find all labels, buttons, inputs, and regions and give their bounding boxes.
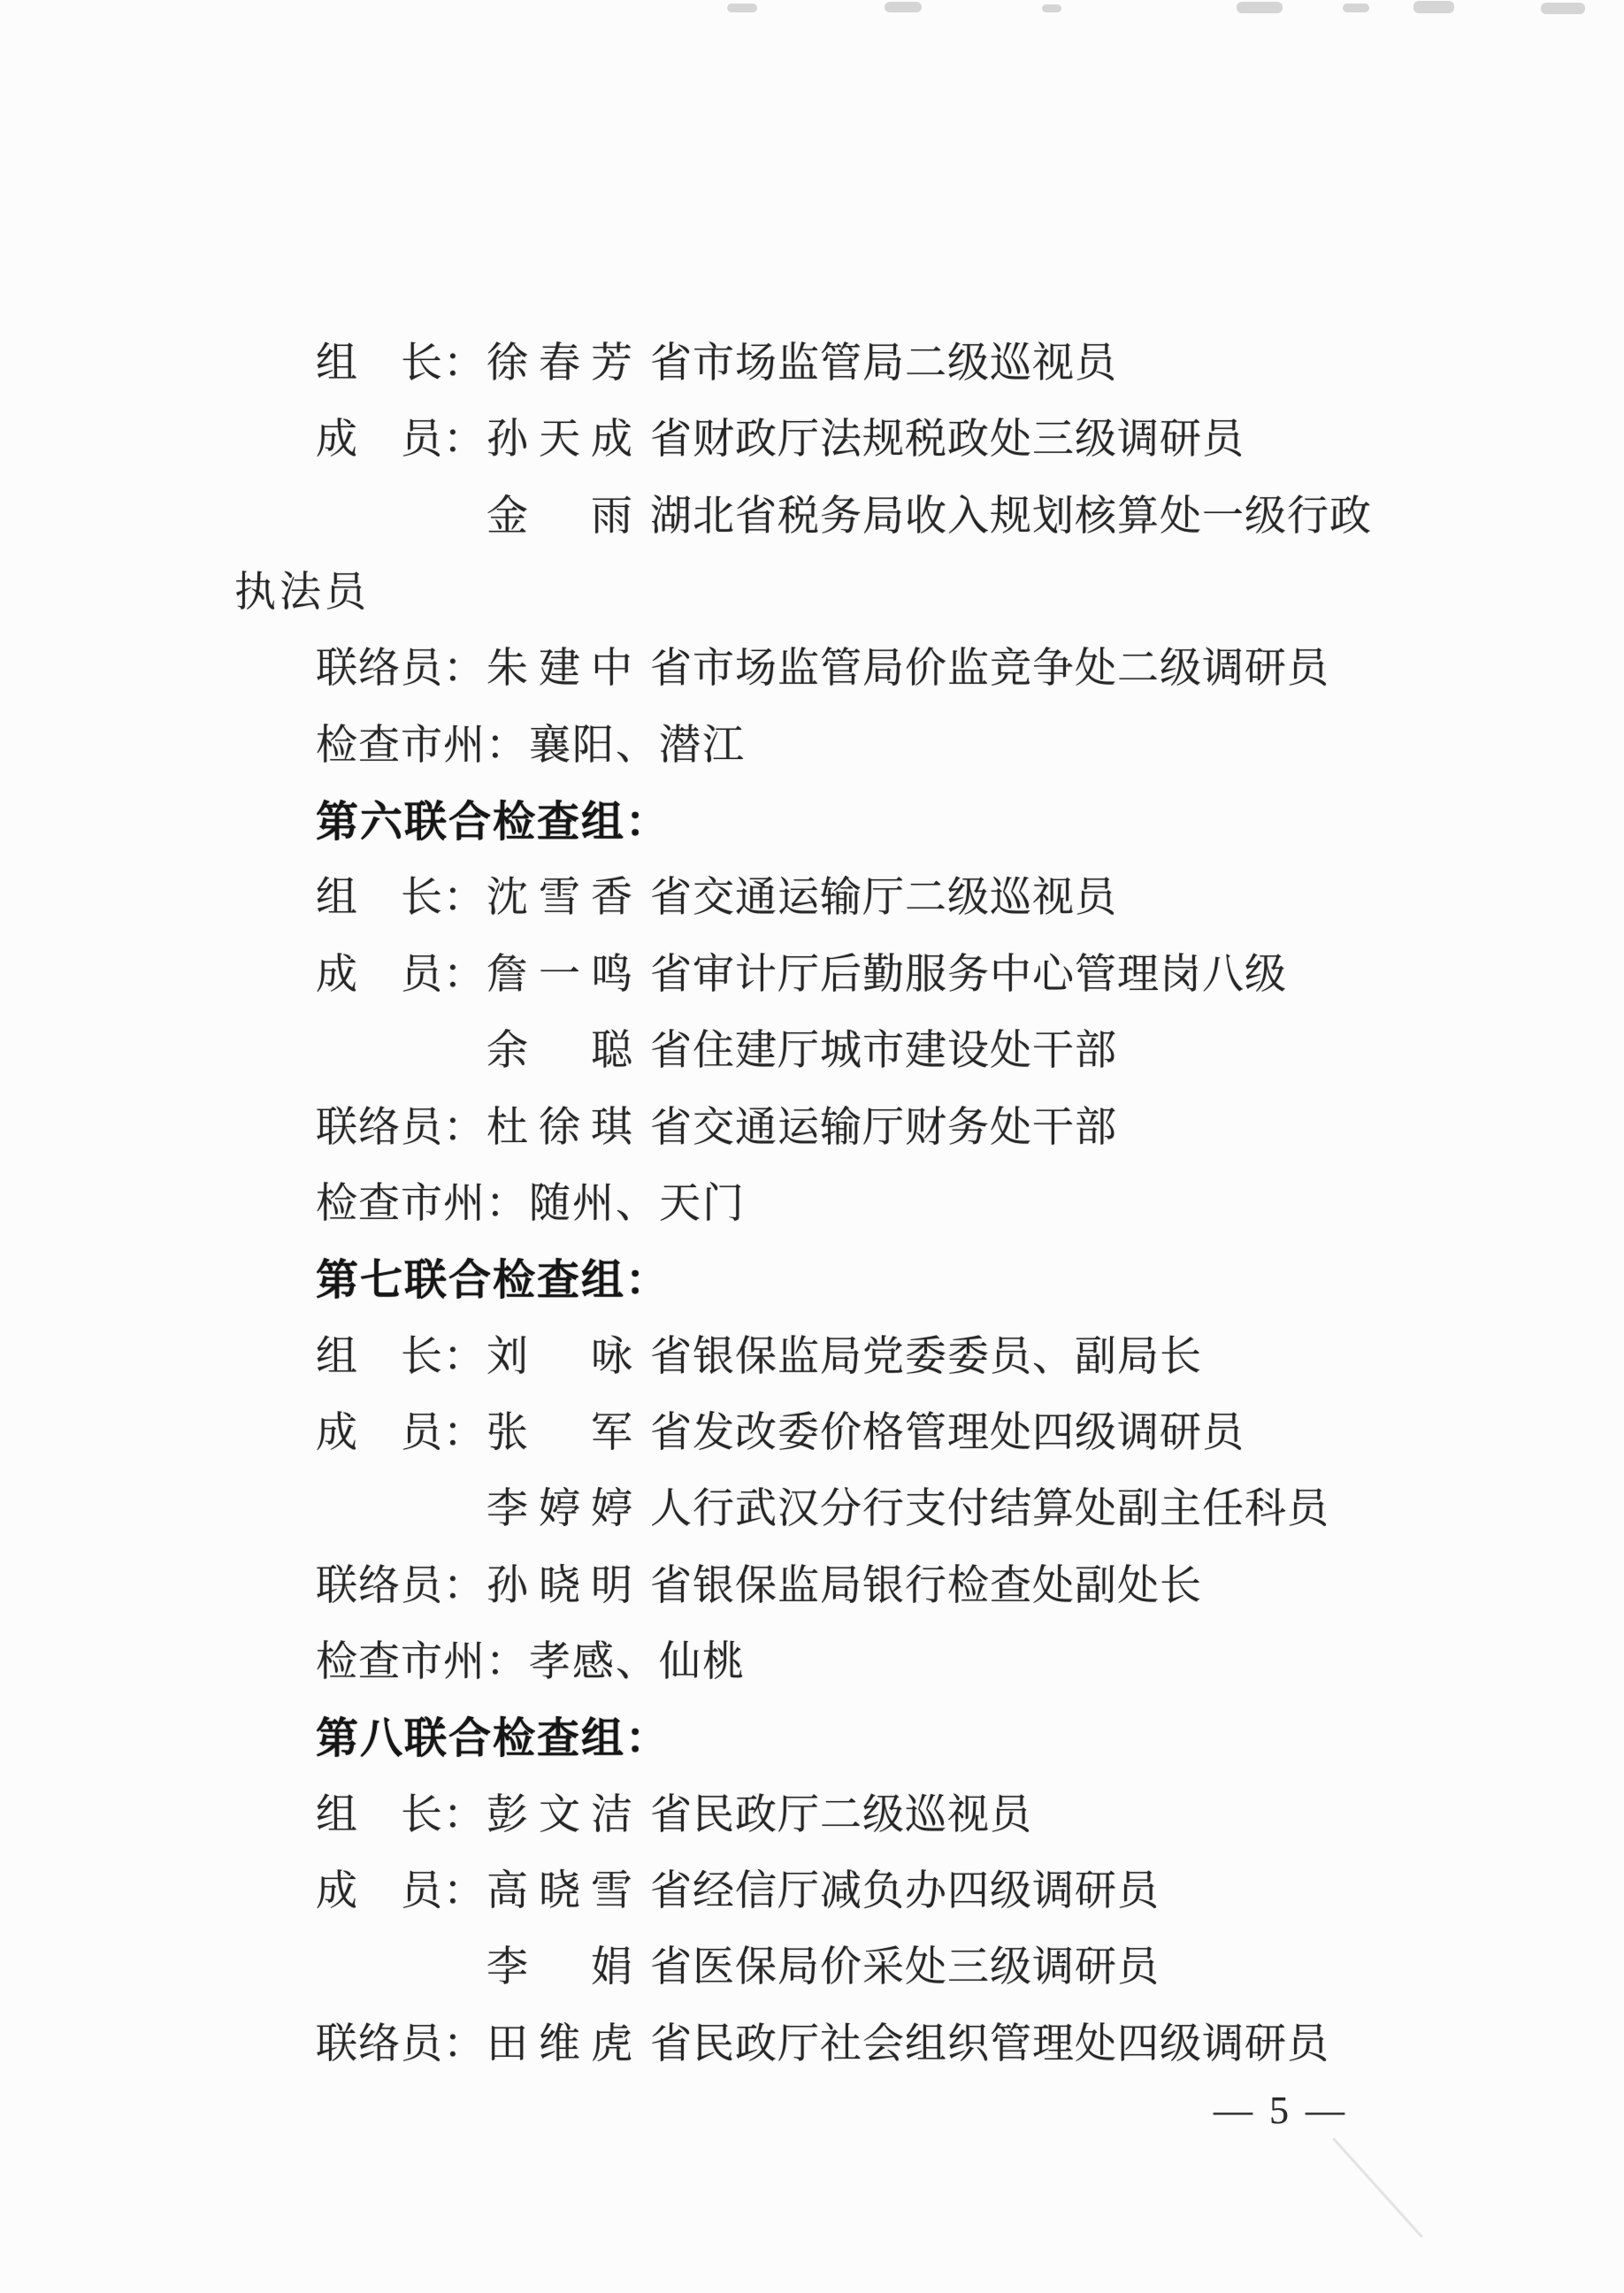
doc-line-member — [0, 1944, 1624, 1998]
cities-value: 孝感、仙桃 — [529, 1639, 746, 1685]
person-title: 省财政厅法规税政处三级调研员 — [650, 417, 1245, 463]
person-title: 省住建厅城市建设处干部 — [650, 1028, 1117, 1074]
scan-artifact — [885, 2, 922, 12]
role-label: 联络员： — [316, 1563, 486, 1609]
role-label: 组 长： — [316, 1792, 486, 1838]
person-name: 朱建中 — [486, 646, 643, 692]
scan-artifact — [727, 4, 757, 12]
cities-label: 检查市州： — [316, 1639, 528, 1685]
doc-line-heading — [0, 1256, 1624, 1311]
doc-line-role — [0, 1562, 1624, 1617]
doc-line-role — [0, 1867, 1624, 1922]
person-title: 湖北省税务局收入规划核算处一级行政 — [650, 494, 1372, 540]
person-name: 徐春芳 — [486, 341, 643, 387]
cities-label: 检查市州： — [316, 723, 528, 769]
scan-artifact — [1237, 2, 1283, 13]
role-label: 成 员： — [316, 952, 486, 998]
person-name: 田维虎 — [486, 2021, 643, 2067]
group-heading: 第七联合检查组： — [316, 1257, 670, 1304]
person-title: 省经信厅减负办四级调研员 — [650, 1868, 1160, 1914]
doc-line-role — [0, 1791, 1624, 1846]
person-name: 彭文洁 — [486, 1792, 643, 1838]
doc-line-role — [0, 340, 1624, 395]
cities-value: 随州、天门 — [529, 1181, 746, 1227]
person-name: 沈雪香 — [486, 875, 643, 921]
continuation-text: 执法员 — [234, 570, 370, 616]
role-label: 成 员： — [316, 1868, 486, 1914]
person-name: 刘 咏 — [486, 1334, 643, 1380]
person-name: 杜徐琪 — [486, 1105, 643, 1151]
person-name: 余 聪 — [486, 1028, 643, 1074]
scan-artifact — [1541, 3, 1585, 14]
person-name: 高晓雪 — [486, 1868, 643, 1914]
role-label: 组 长： — [316, 341, 486, 387]
doc-line-role — [0, 1104, 1624, 1159]
scan-artifact — [1343, 4, 1369, 12]
doc-line-member — [0, 1485, 1624, 1540]
person-name: 孙天成 — [486, 417, 643, 463]
doc-line-role — [0, 645, 1624, 700]
doc-line-role — [0, 874, 1624, 929]
page-number: — 5 — — [1214, 2089, 1348, 2132]
person-title: 省银保监局银行检查处副处长 — [650, 1563, 1202, 1609]
doc-line-cities — [0, 1638, 1624, 1693]
person-name: 孙晓明 — [486, 1563, 643, 1609]
doc-line-role — [0, 1333, 1624, 1388]
role-label: 组 长： — [316, 875, 486, 921]
role-label: 成 员： — [316, 417, 486, 463]
person-title: 省交通运输厅二级巡视员 — [650, 875, 1117, 921]
person-title: 省医保局价采处三级调研员 — [650, 1944, 1160, 1990]
group-heading: 第八联合检查组： — [316, 1715, 670, 1762]
person-title: 省银保监局党委委员、副局长 — [650, 1334, 1202, 1380]
cities-value: 襄阳、潜江 — [529, 723, 746, 769]
scan-artifact — [1332, 2137, 1423, 2237]
person-name: 张 军 — [486, 1410, 643, 1456]
scan-artifact — [1042, 4, 1061, 12]
doc-line-heading — [0, 1714, 1624, 1769]
doc-line-role — [0, 1409, 1624, 1464]
doc-line-cities — [0, 1180, 1624, 1235]
role-label: 联络员： — [316, 646, 486, 692]
role-label: 联络员： — [316, 2021, 486, 2067]
doc-line-role — [0, 951, 1624, 1006]
person-title: 省发改委价格管理处四级调研员 — [650, 1410, 1245, 1456]
person-title: 省民政厅社会组织管理处四级调研员 — [650, 2021, 1329, 2067]
person-title: 省交通运输厅财务处干部 — [650, 1105, 1117, 1151]
group-heading: 第六联合检查组： — [316, 799, 670, 846]
doc-line-member — [0, 1027, 1624, 1082]
person-title: 省民政厅二级巡视员 — [650, 1792, 1032, 1838]
doc-line-continuation — [0, 569, 1624, 624]
person-name: 金 雨 — [486, 494, 643, 540]
person-title: 省市场监管局价监竞争处二级调研员 — [650, 646, 1329, 692]
person-name: 李 娟 — [486, 1944, 643, 1990]
doc-line-role — [0, 2021, 1624, 2075]
role-label: 联络员： — [316, 1105, 486, 1151]
person-title: 省审计厅后勤服务中心管理岗八级 — [650, 952, 1287, 998]
doc-line-member — [0, 493, 1624, 548]
doc-line-cities — [0, 722, 1624, 777]
doc-line-role — [0, 416, 1624, 471]
person-name: 詹一鸣 — [486, 952, 643, 998]
role-label: 组 长： — [316, 1334, 486, 1380]
scan-artifact — [1413, 1, 1454, 13]
role-label: 成 员： — [316, 1410, 486, 1456]
cities-label: 检查市州： — [316, 1181, 528, 1227]
person-title: 人行武汉分行支付结算处副主任科员 — [650, 1486, 1329, 1532]
doc-line-heading — [0, 798, 1624, 853]
person-name: 李婷婷 — [486, 1486, 643, 1532]
person-title: 省市场监管局二级巡视员 — [650, 341, 1117, 387]
